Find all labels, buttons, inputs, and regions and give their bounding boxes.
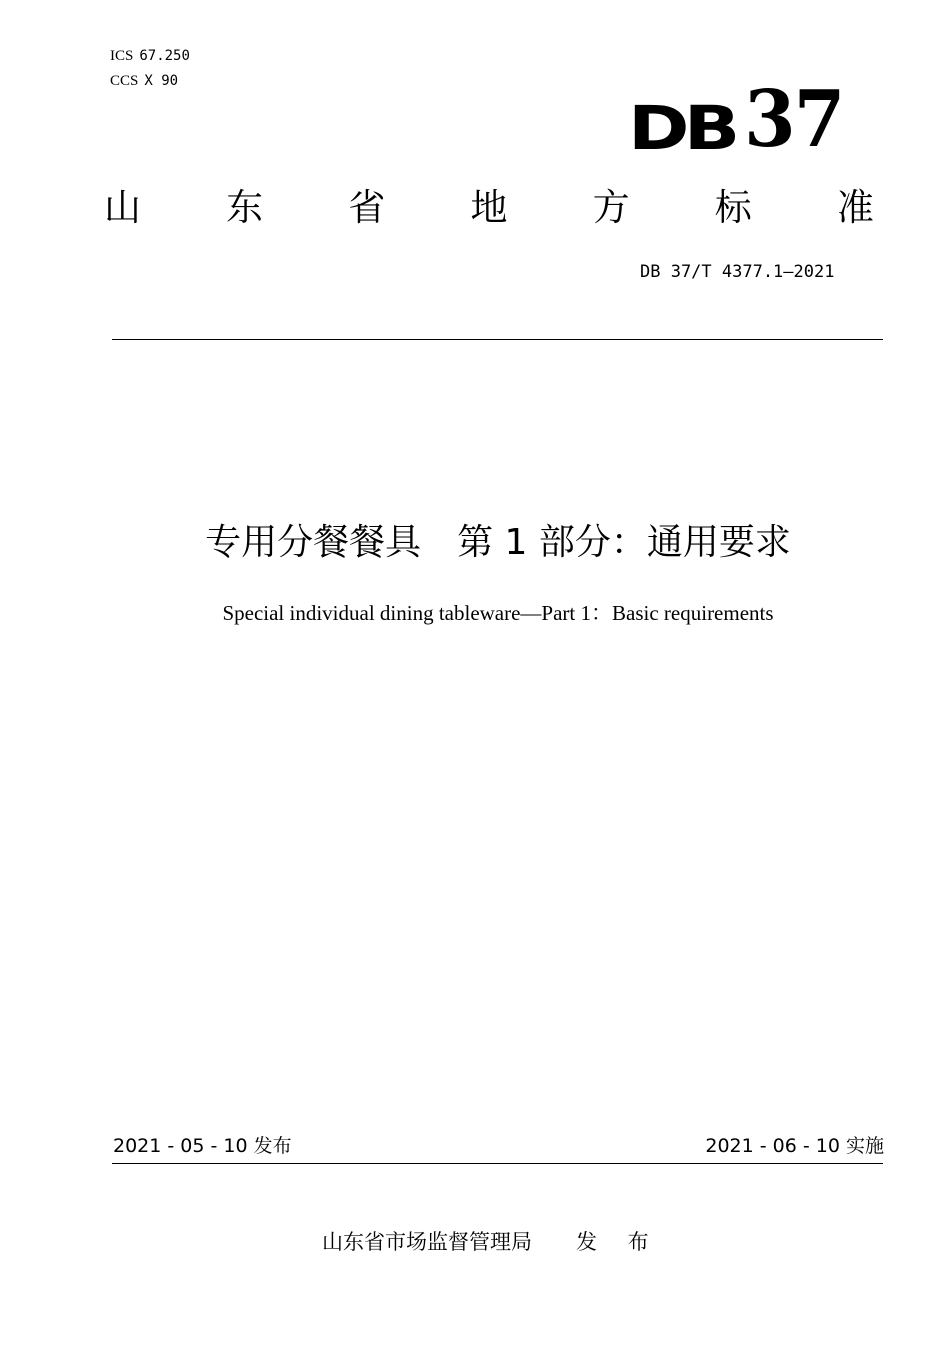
publisher-line bbox=[322, 1229, 661, 1255]
document-title-zh: 专用分餐餐具 第 1 部分：通用要求 bbox=[205, 522, 791, 563]
ccs-code: X 90 bbox=[144, 73, 179, 89]
standard-type-char: 标 bbox=[714, 186, 752, 229]
implementation-date: 2021 - 06 - 10 实施 bbox=[705, 1135, 884, 1157]
ics-label: ICS bbox=[110, 48, 134, 64]
standard-type-char: 准 bbox=[836, 186, 874, 229]
ccs-label: CCS bbox=[110, 73, 139, 89]
standard-type-char: 东 bbox=[226, 186, 264, 229]
ics-code: 67.250 bbox=[139, 48, 190, 64]
logo-number: 37 bbox=[744, 74, 844, 165]
standard-type-char: 方 bbox=[592, 186, 630, 229]
standard-type-char: 地 bbox=[470, 186, 508, 229]
db37-logo bbox=[628, 74, 844, 165]
ccs-classification bbox=[110, 72, 178, 90]
standard-type-char: 山 bbox=[104, 186, 141, 229]
logo-letters: DB bbox=[628, 93, 735, 164]
issue-date: 2021 - 05 - 10 发布 bbox=[113, 1135, 292, 1157]
standard-type-char: 省 bbox=[348, 186, 386, 229]
standard-type-heading bbox=[104, 186, 874, 230]
document-title-en: Special individual dining tableware—Part 1：Basic requirements bbox=[222, 601, 774, 625]
footer-divider bbox=[112, 1163, 883, 1164]
publisher-name: 山东省市场监督管理局 bbox=[322, 1230, 532, 1254]
header-divider bbox=[112, 339, 883, 340]
ics-classification bbox=[110, 47, 190, 65]
publish-action: 发 布 bbox=[576, 1230, 661, 1254]
standard-code: DB 37/T 4377.1—2021 bbox=[640, 262, 835, 282]
